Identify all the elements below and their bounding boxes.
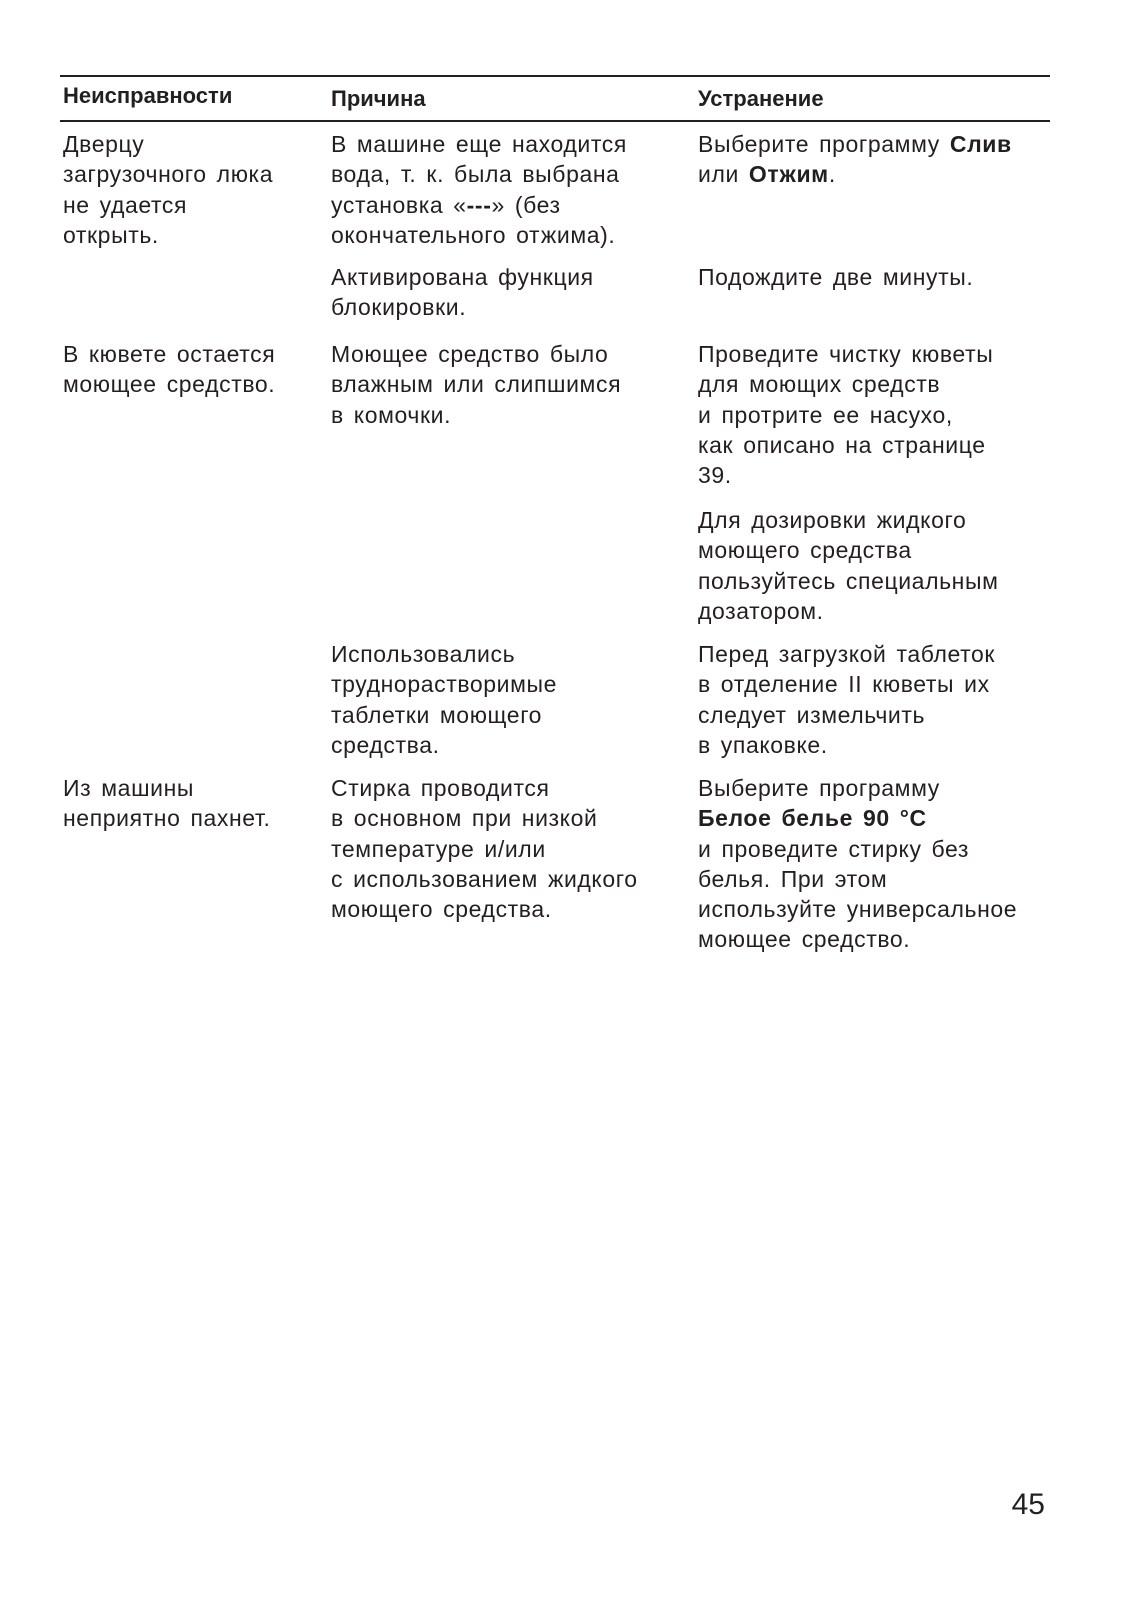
cause-line: вода, т. к. была выбрана xyxy=(331,161,620,188)
remedy-text: или xyxy=(698,161,749,188)
header-fault: Неисправности xyxy=(63,83,233,108)
fault-line: Из машины xyxy=(63,775,195,801)
cause-damp-detergent-cell xyxy=(331,339,676,430)
cause-line: труднорастворимые xyxy=(331,671,558,698)
no-spin-setting-symbol: --- xyxy=(466,191,492,218)
remedy-drain-cell xyxy=(698,129,1043,190)
cause-line: с использованием жидкого xyxy=(331,865,638,892)
remedy-line: в упаковке. xyxy=(698,731,828,758)
remedy-hot-wash-cell xyxy=(698,773,1043,955)
fault-line: Дверцу xyxy=(63,131,145,157)
cause-lock-cell xyxy=(331,262,676,323)
fault-line: не удается xyxy=(63,191,188,218)
fault-detergent-cell xyxy=(63,339,313,400)
remedy-line: используйте универсальное xyxy=(698,896,1018,923)
remedy-dosing-cell xyxy=(698,505,1043,626)
remedy-line: Проведите чистку кюветы xyxy=(698,341,994,367)
remedy-text: . xyxy=(828,161,836,188)
cause-text: установка « xyxy=(331,191,467,218)
remedy-line: Перед загрузкой таблеток xyxy=(698,641,996,667)
remedy-line: и проведите стирку без xyxy=(698,835,970,862)
remedy-line xyxy=(698,159,1043,189)
cause-line xyxy=(331,190,676,220)
remedy-line: Подождите две минуты. xyxy=(698,264,974,290)
cause-tablets-cell xyxy=(331,639,676,760)
cause-line: Активирована функция xyxy=(331,264,594,290)
cause-line: моющего средства. xyxy=(331,896,552,923)
cause-text: » (без xyxy=(491,191,561,218)
remedy-line: для моющих средств xyxy=(698,371,941,398)
fault-line: неприятно пахнет. xyxy=(63,805,271,832)
remedy-line: моющего средства xyxy=(698,537,912,564)
cause-line: В машине еще находится xyxy=(331,131,627,157)
cause-line: таблетки моющего xyxy=(331,701,543,728)
remedy-line xyxy=(698,129,1043,159)
program-spin: Отжим xyxy=(748,161,829,188)
fault-line: открыть. xyxy=(63,221,159,248)
cause-line: Использовались xyxy=(331,641,516,667)
cause-line: Моющее средство было xyxy=(331,341,609,367)
cause-line: блокировки. xyxy=(331,294,467,321)
cause-line: Стирка проводится xyxy=(331,775,550,801)
fault-door-cell xyxy=(63,129,313,250)
fault-line: загрузочного люка xyxy=(63,161,274,188)
program-drain: Слив xyxy=(949,131,1012,157)
remedy-line: 39. xyxy=(698,462,732,489)
remedy-clean-drawer-cell xyxy=(698,339,1043,490)
remedy-line: моющее средство. xyxy=(698,926,911,953)
cause-line: влажным или слипшимся xyxy=(331,371,622,398)
header-bottom-rule xyxy=(60,120,1050,122)
remedy-line: и протрите ее насухо, xyxy=(698,401,953,428)
fault-smell-cell xyxy=(63,773,313,834)
remedy-line: следует измельчить xyxy=(698,701,926,728)
cause-line: средства. xyxy=(331,731,440,758)
remedy-line: как описано на странице xyxy=(698,431,986,458)
remedy-line: дозатором. xyxy=(698,597,824,624)
cause-line: в основном при низкой xyxy=(331,805,598,832)
cause-line: окончательного отжима). xyxy=(331,221,616,248)
remedy-line: белья. При этом xyxy=(698,865,888,892)
remedy-text: Выберите программу xyxy=(698,131,950,157)
cause-line: температуре и/или xyxy=(331,835,546,862)
remedy-crush-tablets-cell xyxy=(698,639,1043,760)
fault-line: моющее средство. xyxy=(63,371,276,398)
header-remedy: Устранение xyxy=(698,86,824,111)
page-number: 45 xyxy=(1011,1488,1045,1521)
remedy-line: Выберите программу xyxy=(698,775,940,801)
cause-line: в комочки. xyxy=(331,401,452,428)
remedy-wait-cell xyxy=(698,262,1043,292)
cause-low-temp-cell xyxy=(331,773,676,924)
remedy-line: Для дозировки жидкого xyxy=(698,507,967,533)
remedy-line: пользуйтесь специальным xyxy=(698,567,999,594)
cause-water-left-cell xyxy=(331,129,676,250)
header-cause: Причина xyxy=(331,86,426,111)
table-top-rule xyxy=(60,75,1050,77)
fault-line: В кювете остается xyxy=(63,341,276,367)
program-white-90: Белое белье 90 °C xyxy=(698,805,927,832)
remedy-line: в отделение II кюветы их xyxy=(698,671,990,698)
